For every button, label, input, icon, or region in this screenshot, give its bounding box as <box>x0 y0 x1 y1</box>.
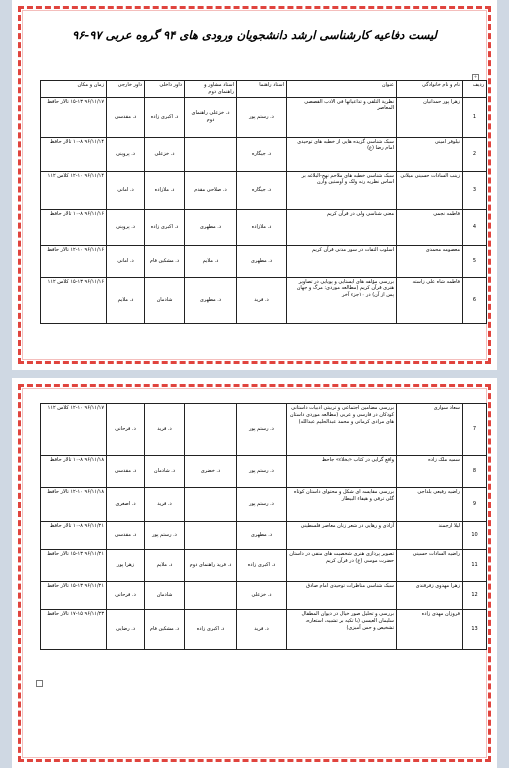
cell-sup: د. رستم پور <box>237 456 287 488</box>
cell-sup: د. رستم پور <box>237 488 287 522</box>
cell-int: د. شادمان <box>145 456 185 488</box>
cell-time: ۹۶/۱۱/۱۶ ۱۵-۱۳ کلاس ۱۱۲ <box>41 277 107 323</box>
cell-time: ۹۶/۱۱/۱۸ ۱۰-۸ تالار حافظ <box>41 456 107 488</box>
table-row <box>41 610 487 650</box>
cell-n: 9 <box>463 488 487 522</box>
cell-name: راضیه رفیعی بلداجی <box>397 488 463 522</box>
cell-n: 4 <box>463 209 487 245</box>
cell-title: آزادی و رهایی در شعر زنان معاصر فلسطینی <box>287 522 397 550</box>
cell-title: سبک شناسی گزیده هایی از خطبه های توحیدی امام رضا (ع) <box>287 137 397 171</box>
cell-sup: د. رستم پور <box>237 404 287 456</box>
document-title: لیست دفاعیه کارشناسی ارشد دانشجویان ورودی های ۹۴ گروه عربی ۹۷-۹۶ <box>72 28 437 42</box>
table-row <box>41 522 487 550</box>
cell-n: 7 <box>463 404 487 456</box>
cell-sup: د. فرید <box>237 610 287 650</box>
cell-sup: د. رستم پور <box>237 97 287 137</box>
cell-adv: د. اکبری زاده <box>185 610 237 650</box>
page-1 <box>12 0 497 370</box>
cell-ext: د. پروینی <box>107 137 145 171</box>
cell-n: 1 <box>463 97 487 137</box>
cell-adv: د. خضری <box>185 456 237 488</box>
cell-name: فاطمه نجمی <box>397 209 463 245</box>
table-row <box>41 209 487 245</box>
page-2 <box>12 378 497 768</box>
column-header: نام و نام خانوادگی <box>397 81 463 98</box>
cell-ext: زهرا پور <box>107 550 145 582</box>
cell-title: نظریة التلقی و تداعیاتها فی الادب القصصی المعاصر <box>287 97 397 137</box>
cell-ext: د. فرحانی <box>107 404 145 456</box>
cell-int: د. رستم پور <box>145 522 185 550</box>
cell-int: شادمان <box>145 582 185 610</box>
cell-ext: د. مقدسی <box>107 456 145 488</box>
cell-name: نیلوفر امینی <box>397 137 463 171</box>
cell-time: ۹۶/۱۱/۱۸ ۱۲-۱۰ تالار حافظ <box>41 488 107 522</box>
cell-int: د. فرید <box>145 404 185 456</box>
cell-int: د. خزعلی <box>145 137 185 171</box>
cell-n: 11 <box>463 550 487 582</box>
cell-sup: د. خزعلی <box>237 582 287 610</box>
cell-adv: د. صلاحی مقدم <box>185 171 237 209</box>
column-header: استاد راهنما <box>237 81 287 98</box>
table-row <box>41 171 487 209</box>
table-row <box>41 137 487 171</box>
cell-name: فاطمه شاه علی زاسته <box>397 277 463 323</box>
cell-sup: د. فرید <box>237 277 287 323</box>
cell-name: فروزان مهدی زاده <box>397 610 463 650</box>
cell-int: د. اکبری زاده <box>145 209 185 245</box>
cell-name: زینب السادات حسینی میلانی <box>397 171 463 209</box>
cell-int: د. ملایم <box>145 550 185 582</box>
cell-int: د. اکبری زاده <box>145 97 185 137</box>
cell-ext: د. ملایم <box>107 277 145 323</box>
column-header: داور داخلی <box>145 81 185 98</box>
cell-sup: د. ملازاده <box>237 209 287 245</box>
cell-title: معنی شناسی ولی در قرآن کریم <box>287 209 397 245</box>
cell-adv: د. خزعلی راهنمای دوم <box>185 97 237 137</box>
cell-time: ۹۶/۱۱/۲۳ ۱۷-۱۵ تالار حافظ <box>41 610 107 650</box>
cell-ext: د. پروینی <box>107 209 145 245</box>
cell-adv <box>185 404 237 456</box>
cell-sup: د. جیگاره <box>237 137 287 171</box>
cell-ext: د. امانی <box>107 171 145 209</box>
cell-time: ۹۶/۱۱/۱۷ ۱۵-۱۳ تالار حافظ <box>41 97 107 137</box>
cell-title: اسلوب التفات در سور مدنی قرآن کریم <box>287 245 397 277</box>
cell-name: معصومه محمدی <box>397 245 463 277</box>
cell-name: زهرا مهدوی زفرقندی <box>397 582 463 610</box>
cell-time: ۹۶/۱۱/۱۴ ۱۲-۱۰ کلاس ۱۱۲ <box>41 171 107 209</box>
cell-n: 2 <box>463 137 487 171</box>
cell-time: ۹۶/۱۱/۱۷ ۱۲-۱۰ کلاس ۱۱۲ <box>41 404 107 456</box>
cell-name: لیلا ارجمند <box>397 522 463 550</box>
table-move-handle[interactable]: + <box>473 74 478 79</box>
cell-title: تصویر پردازی هنری شخصیت های منفی در داستان حضرت موسی (ع) در قرآن کریم <box>287 550 397 582</box>
column-header: زمان و مکان <box>41 81 107 98</box>
cell-title: بررسی مضامین اجتماعی و تربیتی ادبیات داستانی کودکان در فارسی و عربی (مطالعه موردی داستان های مرادی کرمانی و محمد عبدالحلیم عبدالله) <box>287 404 397 456</box>
cell-name: راضیه السادات حسینی <box>397 550 463 582</box>
cell-adv <box>185 488 237 522</box>
cell-n: 8 <box>463 456 487 488</box>
column-header: ردیف <box>463 81 487 98</box>
cell-n: 10 <box>463 522 487 550</box>
cell-adv: د. ملایم <box>185 245 237 277</box>
cell-n: 13 <box>463 610 487 650</box>
cell-title: بررسی و تحلیل صور خیال در دیوان المطفال سلیمان العیسی (با تکیه بر تشبیه، استعاره، تشخیص و حس آمیزی) <box>287 610 397 650</box>
cell-title: واقع گرایی در کتاب «بخلاء» جاحظ <box>287 456 397 488</box>
cell-n: 5 <box>463 245 487 277</box>
table-header-row <box>41 81 487 98</box>
cell-int: د. مشکین فام <box>145 610 185 650</box>
cell-int: شادمان <box>145 277 185 323</box>
cell-sup: د. جیگاره <box>237 171 287 209</box>
cell-adv <box>185 522 237 550</box>
defense-table-2 <box>40 403 487 650</box>
cell-ext: د. مقدسی <box>107 97 145 137</box>
cell-adv: د. فرید راهنمای دوم <box>185 550 237 582</box>
column-header: عنوان <box>287 81 397 98</box>
table-row <box>41 245 487 277</box>
table-row <box>41 97 487 137</box>
table-row <box>41 456 487 488</box>
column-header: استاد مشاور و راهنمای دوم <box>185 81 237 98</box>
cell-time: ۹۶/۱۱/۲۱ ۱۰-۸ تالار حافظ <box>41 522 107 550</box>
table-row <box>41 582 487 610</box>
cell-adv <box>185 137 237 171</box>
cell-title: سبک شناسی خطبه های ملاحم نهج-البلاغه بر اساس نظریه رنه ولک و آوستین وارن <box>287 171 397 209</box>
cell-adv: د. مطهری <box>185 277 237 323</box>
cell-sup: د. مطهری <box>237 245 287 277</box>
table-row <box>41 277 487 323</box>
cell-int: د. فرید <box>145 488 185 522</box>
cell-time: ۹۶/۱۱/۱۶ ۱۲-۱۰ تالار حافظ <box>41 245 107 277</box>
cell-ext: د. اصغری <box>107 488 145 522</box>
table-row <box>41 488 487 522</box>
cell-title: سبک شناسی مناظرات توحیدی امام صادق <box>287 582 397 610</box>
cell-n: 3 <box>463 171 487 209</box>
cell-name: زهرا پور حمدانیان <box>397 97 463 137</box>
cell-name: سعاد سواری <box>397 404 463 456</box>
cell-n: 12 <box>463 582 487 610</box>
cell-adv <box>185 582 237 610</box>
table-row <box>41 550 487 582</box>
cell-sup: د. مطهری <box>237 522 287 550</box>
table-resize-handle[interactable] <box>36 680 43 687</box>
cell-name: سمیه ملک زاده <box>397 456 463 488</box>
cell-time: ۹۶/۱۱/۱۶ ۱۰-۸ تالار حافظ <box>41 209 107 245</box>
cell-ext: د. رضایی <box>107 610 145 650</box>
cell-sup: د. اکبری زاده <box>237 550 287 582</box>
cell-time: ۹۶/۱۱/۲۱ ۱۵-۱۳ تالار حافظ <box>41 550 107 582</box>
defense-table-1 <box>40 80 487 324</box>
cell-title: بررسی مؤلفه های ایستایی و پویایی در تصاویر هنری قرآن کریم (مطالعه موردی: مرگ و جهان پس از آن) در ۱۰جزء آخر <box>287 277 397 323</box>
column-header: داور خارجی <box>107 81 145 98</box>
cell-int: د. مشکین فام <box>145 245 185 277</box>
cell-ext: د. فرحانی <box>107 582 145 610</box>
cell-ext: د. مقدسی <box>107 522 145 550</box>
table-row <box>41 404 487 456</box>
cell-ext: د. امانی <box>107 245 145 277</box>
cell-title: بررسی مقایسه ای شکل و محتوای داستان کوتاه گلی ترقی و هیفاء البیطار <box>287 488 397 522</box>
cell-adv: د. مطهری <box>185 209 237 245</box>
cell-time: ۹۶/۱۱/۲۱ ۱۵-۱۳ تالار حافظ <box>41 582 107 610</box>
cell-int: د. ملازاده <box>145 171 185 209</box>
cell-n: 6 <box>463 277 487 323</box>
cell-time: ۹۶/۱۱/۱۴ ۱۰-۸ تالار حافظ <box>41 137 107 171</box>
